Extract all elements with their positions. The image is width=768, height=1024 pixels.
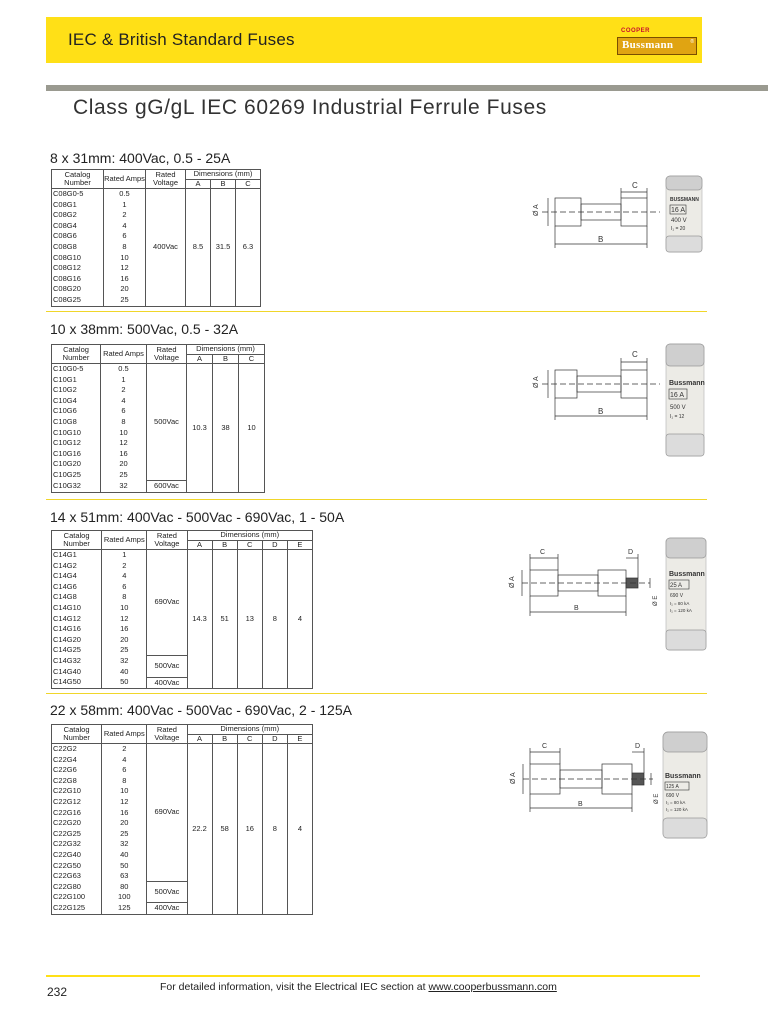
rated-amps: 6 [102, 582, 147, 593]
col-header-d: D [262, 734, 287, 744]
catalog-number: C10G10 [52, 428, 101, 439]
fuse-photo-voltage: 690 V [670, 593, 684, 599]
catalog-number: C22G20 [52, 818, 102, 829]
rated-amps: 12 [102, 797, 147, 808]
fuse-photo-8x31 [666, 176, 702, 252]
fuse-diagram-10x38 [520, 342, 710, 460]
catalog-number: C22G16 [52, 808, 102, 819]
fuse-photo-cap [663, 732, 707, 752]
dim-label-a: Ø A [533, 376, 540, 388]
catalog-number: C22G40 [52, 850, 102, 861]
catalog-number: C10G16 [52, 449, 101, 460]
dim-a: 22.2 [187, 744, 212, 915]
catalog-number: C14G8 [52, 592, 102, 603]
fuse-photo-voltage: 690 V [666, 793, 680, 799]
rated-amps: 12 [101, 438, 147, 449]
fuse-photo-cap [666, 434, 704, 456]
catalog-number: C14G32 [52, 656, 102, 667]
fuse-photo-breaking: I₁ = 20 [671, 226, 686, 232]
rated-amps: 2 [102, 561, 147, 572]
rated-amps: 32 [102, 839, 147, 850]
rated-voltage: 500Vac [147, 882, 187, 903]
rated-voltage: 500Vac [147, 656, 187, 677]
dim-label-c: C [540, 549, 546, 556]
dim-label-a: Ø A [509, 576, 516, 588]
catalog-number: C22G50 [52, 861, 102, 872]
col-header-a: A [187, 734, 212, 744]
rated-voltage: 400Vac [146, 189, 186, 307]
dim-e: 4 [287, 744, 312, 915]
col-header-voltage: Rated Voltage [147, 725, 187, 744]
dim-label-e: Ø E [653, 595, 659, 606]
col-header-catalog: Catalog Number [52, 170, 104, 189]
catalog-number: C14G50 [52, 677, 102, 689]
col-header-dimensions: Dimensions (mm) [187, 345, 265, 355]
rated-amps: 20 [102, 818, 147, 829]
catalog-number: C22G12 [52, 797, 102, 808]
footer-text: For detailed information, visit the Electrical IEC section at [160, 981, 429, 993]
table-row [52, 364, 265, 375]
header-title: IEC & British Standard Fuses [68, 30, 295, 49]
rated-amps: 125 [102, 903, 147, 915]
catalog-number: C14G12 [52, 614, 102, 625]
rated-voltage: 600Vac [147, 481, 187, 493]
rated-amps: 8 [102, 592, 147, 603]
rated-amps: 6 [101, 406, 147, 417]
fuse-photo-voltage: 400 V [671, 218, 687, 224]
rated-voltage: 690Vac [147, 550, 187, 656]
catalog-number: C08G12 [52, 263, 104, 274]
footer-note [160, 981, 557, 993]
catalog-number: C10G1 [52, 375, 101, 386]
rated-voltage: 400Vac [147, 677, 187, 689]
dim-a: 10.3 [187, 364, 213, 493]
fuse-diagram-14x51 [500, 536, 710, 654]
col-header-b: B [212, 540, 237, 550]
col-header-c: C [239, 354, 265, 364]
logo-bussmann-text: Bussmann [622, 39, 674, 51]
logo-trademark: ® [690, 39, 694, 45]
page-title: Class gG/gL IEC 60269 Industrial Ferrule Fuses [73, 96, 547, 119]
rated-amps: 16 [102, 624, 147, 635]
catalog-number: C22G2 [52, 744, 102, 755]
rated-voltage: 400Vac [147, 903, 187, 915]
col-header-a: A [187, 540, 212, 550]
rated-amps: 1 [101, 375, 147, 386]
catalog-number: C08G10 [52, 253, 104, 264]
col-header-voltage: Rated Voltage [146, 170, 186, 189]
col-header-voltage: Rated Voltage [147, 531, 187, 550]
catalog-number: C22G63 [52, 871, 102, 882]
rated-amps: 100 [102, 892, 147, 903]
rated-amps: 10 [102, 603, 147, 614]
catalog-number: C22G32 [52, 839, 102, 850]
section-divider [46, 693, 707, 694]
catalog-number: C22G6 [52, 765, 102, 776]
fuse-photo-rating: 25 A [670, 583, 683, 589]
fuse-photo-brand: Bussmann [669, 380, 705, 387]
spec-table-8x31 [51, 169, 261, 307]
rated-amps: 0.5 [101, 364, 147, 375]
rated-amps: 12 [102, 614, 147, 625]
rated-amps: 63 [102, 871, 147, 882]
catalog-number: C10G8 [52, 417, 101, 428]
catalog-number: C14G20 [52, 635, 102, 646]
dimension-drawing [522, 554, 650, 616]
col-header-b: B [212, 734, 237, 744]
dim-label-b: B [578, 801, 583, 808]
fuse-photo-10x38 [666, 344, 705, 456]
section-title-14x51: 14 x 51mm: 400Vac - 500Vac - 690Vac, 1 - 50A [50, 509, 345, 525]
fuse-photo-brand: BUSSMANN [670, 197, 699, 203]
catalog-number: C08G2 [52, 210, 104, 221]
dim-e: 4 [287, 550, 312, 689]
section-divider [46, 499, 707, 500]
rated-amps: 16 [104, 274, 146, 285]
fuse-photo-voltage: 500 V [670, 405, 686, 411]
rated-amps: 4 [101, 396, 147, 407]
dim-b: 58 [212, 744, 237, 915]
section-title-10x38: 10 x 38mm: 500Vac, 0.5 - 32A [50, 321, 239, 337]
section-title-8x31: 8 x 31mm: 400Vac, 0.5 - 25A [50, 150, 231, 166]
rated-amps: 12 [104, 263, 146, 274]
dim-label-a: Ø A [533, 204, 540, 216]
col-header-dimensions: Dimensions (mm) [187, 725, 313, 735]
col-header-e: E [287, 540, 312, 550]
table-row [52, 744, 313, 755]
catalog-number: C10G4 [52, 396, 101, 407]
catalog-number: C10G32 [52, 481, 101, 493]
dim-a: 8.5 [186, 189, 211, 307]
fuse-photo-brand: Bussmann [665, 773, 701, 780]
catalog-number: C08G0-5 [52, 189, 104, 200]
dim-label-e: Ø E [654, 793, 660, 804]
catalog-number: C14G16 [52, 624, 102, 635]
dim-d: 8 [262, 550, 287, 689]
dim-c: 16 [237, 744, 262, 915]
catalog-number: C22G10 [52, 786, 102, 797]
rated-amps: 4 [102, 571, 147, 582]
rated-amps: 20 [101, 459, 147, 470]
dim-b: 51 [212, 550, 237, 689]
rated-amps: 2 [102, 744, 147, 755]
rated-amps: 80 [102, 882, 147, 893]
rated-amps: 25 [101, 470, 147, 481]
website-link[interactable]: www.cooperbussmann.com [428, 981, 557, 993]
header-bar [46, 17, 702, 63]
spec-table-22x58 [51, 724, 313, 915]
dim-b: 31.5 [211, 189, 236, 307]
catalog-number: C22G80 [52, 882, 102, 893]
rated-amps: 20 [102, 635, 147, 646]
col-header-catalog: Catalog Number [52, 725, 102, 744]
catalog-number: C08G4 [52, 221, 104, 232]
dim-b: 38 [213, 364, 239, 493]
catalog-number: C10G12 [52, 438, 101, 449]
section-title-22x58: 22 x 58mm: 400Vac - 500Vac - 690Vac, 2 - 125A [50, 702, 352, 718]
rated-amps: 20 [104, 284, 146, 295]
dimension-drawing [523, 748, 653, 812]
col-header-dimensions: Dimensions (mm) [187, 531, 313, 541]
dim-label-b: B [598, 407, 604, 416]
fuse-photo-breaking: I₁ = 12 [670, 414, 685, 420]
fuse-photo-22x58 [663, 732, 707, 838]
fuse-photo-cap [666, 176, 702, 190]
dim-label-b: B [574, 605, 579, 612]
catalog-number: C08G1 [52, 200, 104, 211]
dim-label-c: C [542, 743, 548, 750]
rated-amps: 50 [102, 861, 147, 872]
rated-amps: 32 [102, 656, 147, 667]
col-header-e: E [287, 734, 312, 744]
catalog-number: C22G4 [52, 755, 102, 766]
rated-amps: 8 [104, 242, 146, 253]
page-number: 232 [47, 985, 68, 999]
dim-label-d: D [628, 549, 634, 556]
fuse-photo-breaking: I₁ = 80 kA [666, 800, 686, 805]
col-header-amps: Rated Amps [104, 170, 146, 189]
rated-amps: 40 [102, 850, 147, 861]
dim-label-a: Ø A [510, 772, 517, 784]
catalog-number: C10G0-5 [52, 364, 101, 375]
fuse-photo-cap [666, 236, 702, 252]
fuse-photo-cap [666, 630, 706, 650]
footer-divider [46, 975, 700, 977]
fuse-diagram-8x31 [520, 170, 710, 252]
fuse-photo-cap [666, 538, 706, 558]
rated-amps: 16 [101, 449, 147, 460]
col-header-a: A [186, 179, 211, 189]
rated-amps: 8 [101, 417, 147, 428]
rated-voltage: 690Vac [147, 744, 187, 882]
rated-voltage: 500Vac [147, 364, 187, 481]
catalog-number: C08G6 [52, 231, 104, 242]
fuse-photo-rating: 125 A [666, 784, 679, 790]
catalog-number: C10G2 [52, 385, 101, 396]
col-header-dimensions: Dimensions (mm) [186, 170, 261, 180]
catalog-number: C14G4 [52, 571, 102, 582]
table-row [52, 550, 313, 561]
rated-amps: 25 [104, 295, 146, 306]
fuse-photo-14x51 [666, 538, 706, 650]
fuse-photo-brand: Bussmann [669, 571, 705, 578]
fuse-photo-cap [666, 344, 704, 366]
catalog-number: C22G8 [52, 776, 102, 787]
col-header-a: A [187, 354, 213, 364]
col-header-c: C [237, 540, 262, 550]
col-header-b: B [211, 179, 236, 189]
bussmann-logo [617, 28, 699, 56]
col-header-amps: Rated Amps [102, 531, 147, 550]
rated-amps: 6 [102, 765, 147, 776]
catalog-number: C14G10 [52, 603, 102, 614]
rated-amps: 4 [102, 755, 147, 766]
catalog-number: C08G16 [52, 274, 104, 285]
fuse-photo-cap [663, 818, 707, 838]
catalog-number: C10G20 [52, 459, 101, 470]
dim-label-b: B [598, 235, 604, 244]
catalog-number: C14G1 [52, 550, 102, 561]
rated-amps: 8 [102, 776, 147, 787]
dim-label-c: C [632, 181, 638, 190]
col-header-c: C [237, 734, 262, 744]
col-header-amps: Rated Amps [101, 345, 147, 364]
catalog-number: C10G6 [52, 406, 101, 417]
fuse-photo-breaking: I₁ = 80 kA [670, 601, 690, 606]
fuse-photo-breaking: I₁ = 120 kA [666, 807, 688, 812]
rated-amps: 40 [102, 667, 147, 678]
spec-table-10x38 [51, 344, 265, 493]
fuse-photo-breaking: I₁ = 120 kA [670, 608, 692, 613]
rated-amps: 25 [102, 829, 147, 840]
dim-label-d: D [635, 743, 641, 750]
rated-amps: 0.5 [104, 189, 146, 200]
catalog-number: C14G40 [52, 667, 102, 678]
table-row [52, 189, 261, 200]
catalog-number: C10G25 [52, 470, 101, 481]
catalog-number: C22G100 [52, 892, 102, 903]
logo-badge [617, 37, 697, 55]
catalog-number: C22G25 [52, 829, 102, 840]
col-header-c: C [236, 179, 261, 189]
dim-a: 14.3 [187, 550, 212, 689]
dim-d: 8 [262, 744, 287, 915]
col-header-d: D [262, 540, 287, 550]
rated-amps: 2 [104, 210, 146, 221]
rated-amps: 10 [101, 428, 147, 439]
dim-label-c: C [632, 350, 638, 359]
rated-amps: 10 [104, 253, 146, 264]
dim-c: 10 [239, 364, 265, 493]
header-divider [46, 85, 768, 91]
dim-c: 6.3 [236, 189, 261, 307]
col-header-amps: Rated Amps [102, 725, 147, 744]
catalog-number: C14G6 [52, 582, 102, 593]
fuse-photo-rating: 16 A [670, 392, 685, 399]
rated-amps: 4 [104, 221, 146, 232]
rated-amps: 1 [102, 550, 147, 561]
spec-table-14x51 [51, 530, 313, 689]
dim-c: 13 [237, 550, 262, 689]
rated-amps: 16 [102, 808, 147, 819]
logo-cooper-text: COOPER [621, 28, 651, 34]
section-divider [46, 311, 707, 312]
endcap-left [555, 198, 581, 226]
fuse-diagram-22x58 [505, 728, 710, 840]
rated-amps: 50 [102, 677, 147, 689]
rated-amps: 1 [104, 200, 146, 211]
catalog-number: C14G2 [52, 561, 102, 572]
catalog-number: C08G8 [52, 242, 104, 253]
col-header-catalog: Catalog Number [52, 531, 102, 550]
rated-amps: 10 [102, 786, 147, 797]
rated-amps: 6 [104, 231, 146, 242]
catalog-number: C08G20 [52, 284, 104, 295]
rated-amps: 25 [102, 645, 147, 656]
rated-amps: 32 [101, 481, 147, 493]
catalog-number: C22G125 [52, 903, 102, 915]
fuse-photo-rating: 16 A [671, 207, 686, 214]
col-header-voltage: Rated Voltage [147, 345, 187, 364]
catalog-number: C14G25 [52, 645, 102, 656]
catalog-number: C08G25 [52, 295, 104, 306]
col-header-catalog: Catalog Number [52, 345, 101, 364]
rated-amps: 2 [101, 385, 147, 396]
col-header-b: B [213, 354, 239, 364]
